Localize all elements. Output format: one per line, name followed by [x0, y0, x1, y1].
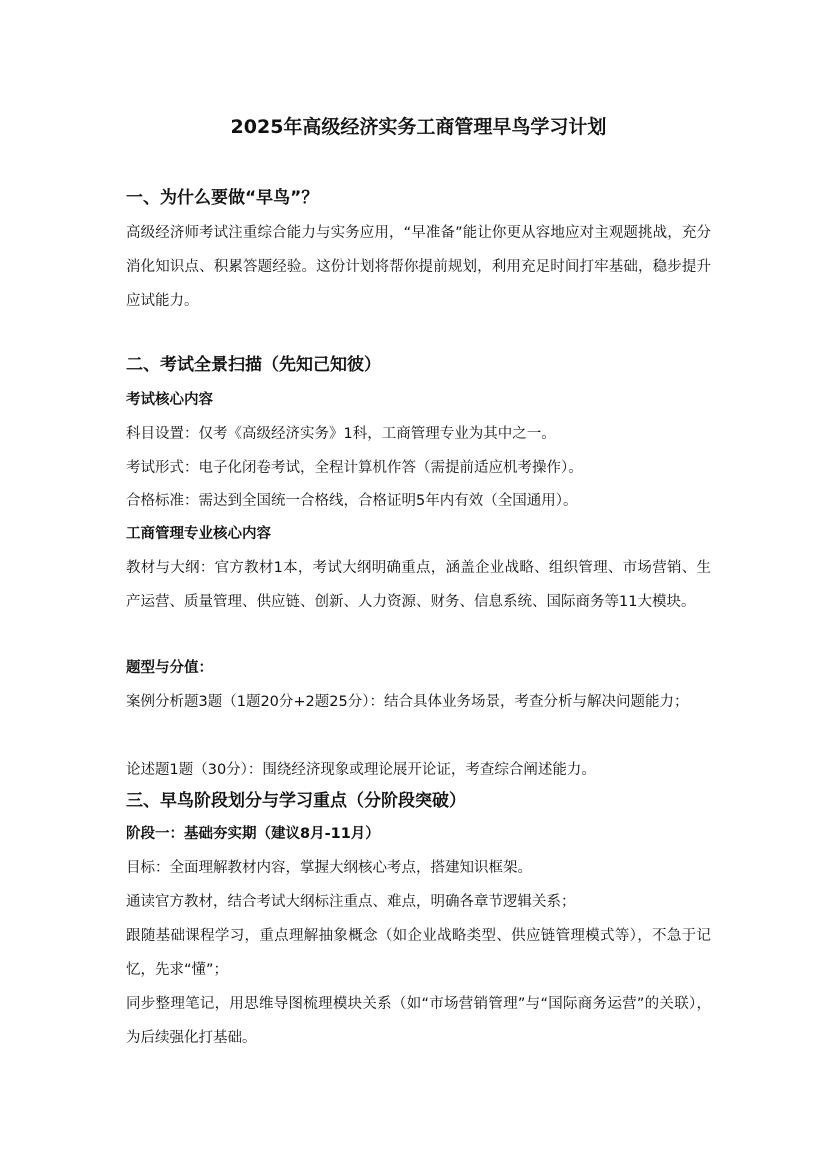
section-paragraph: 同步整理笔记，用思维导图梳理模块关系（如“市场营销管理”与“国际商务运营”的关联），为后续强化打基础。: [126, 996, 711, 1046]
subheading-exam-core-content: 考试核心内容: [126, 392, 213, 408]
subheading-question-types: 题型与分值：: [126, 660, 213, 676]
section-paragraph: 教材与大纲：官方教材1本，考试大纲明确重点，涵盖企业战略、组织管理、市场营销、生产运营、质量管理、供应链、创新、人力资源、财务、信息系统、国际商务等11大模块。: [126, 560, 711, 610]
section-heading-exam-overview: 二、考试全景扫描（先知己知彼）: [126, 355, 381, 375]
text-line: 目标：全面理解教材内容，掌握大纲核心考点，搭建知识框架。: [126, 860, 532, 876]
text-line: 合格标准：需达到全国统一合格线，合格证明5年内有效（全国通用）。: [126, 493, 578, 509]
section-paragraph: 案例分析题3题（1题20分+2题25分）：结合具体业务场景，考查分析与解决问题能力；: [126, 694, 689, 710]
document-title: 2025年高级经济实务工商管理早鸟学习计划: [230, 116, 607, 138]
subheading-business-admin-content: 工商管理专业核心内容: [126, 526, 271, 542]
section-heading-stage-plan: 三、早鸟阶段划分与学习重点（分阶段突破）: [126, 791, 466, 811]
text-line: 考试形式：电子化闭卷考试，全程计算机作答（需提前适应机考操作）。: [126, 460, 583, 476]
text-line: 科目设置：仅考《高级经济实务》1科，工商管理专业为其中之一。: [126, 426, 556, 442]
section-paragraph: 高级经济师考试注重综合能力与实务应用，“早准备”能让你更从容地应对主观题挑战，充分消化知识点、积累答题经验。这份计划将帮你提前规划，利用充足时间打牢基础，稳步提升应试能力。: [126, 225, 711, 309]
section-paragraph: 跟随基础课程学习，重点理解抽象概念（如企业战略类型、供应链管理模式等），不急于记忆，先求“懂”；: [126, 928, 711, 978]
subheading-stage-one: 阶段一：基础夯实期（建议8月-11月）: [126, 826, 380, 842]
text-line: 通读官方教材，结合考试大纲标注重点、难点，明确各章节逻辑关系；: [126, 894, 576, 910]
section-heading-why-early-bird: 一、为什么要做“早鸟”？: [126, 188, 319, 208]
text-line: 论述题1题（30分）：围绕经济现象或理论展开论证，考查综合阐述能力。: [126, 762, 596, 778]
